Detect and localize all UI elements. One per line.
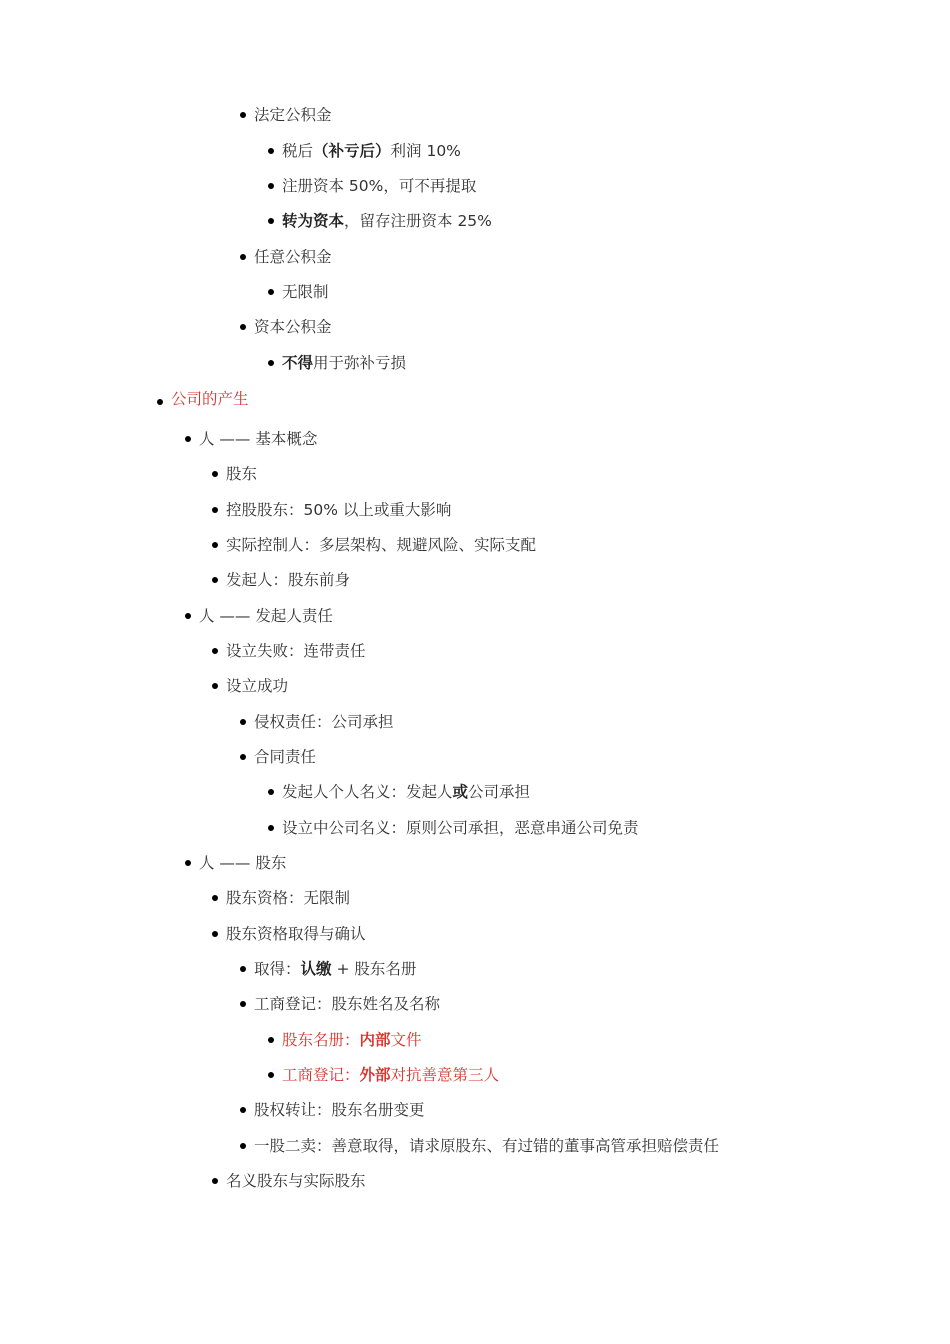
bullet-dot-icon (240, 754, 246, 760)
outline-item-level-2 (226, 535, 536, 555)
outline-text: 设立中公司名义：原则公司承担，恶意串通公司免责 (282, 819, 639, 837)
outline-item-level-4 (282, 176, 476, 196)
outline-item-level-4 (282, 1030, 422, 1050)
outline-text: 工商登记： (282, 1066, 360, 1084)
outline-text: 无限制 (282, 283, 329, 301)
bullet-dot-icon (212, 895, 218, 901)
outline-item-level-2 (226, 500, 451, 520)
emphasis-text: 不得 (282, 354, 314, 372)
outline-text: 股东名册： (282, 1031, 360, 1049)
outline-text: 资本公积金 (254, 318, 332, 336)
bullet-dot-icon (268, 825, 274, 831)
bullet-dot-icon (240, 112, 246, 118)
outline-item-level-3 (254, 994, 440, 1014)
bullet-dot-icon (212, 1178, 218, 1184)
outline-item-level-3 (254, 712, 394, 732)
outline-item-level-2 (226, 641, 366, 661)
bullet-dot-icon (157, 399, 163, 405)
outline-text: 设立成功 (226, 677, 289, 695)
outline-text: 人 —— 发起人责任 (199, 607, 333, 625)
outline-item-level-1 (199, 429, 317, 449)
bullet-dot-icon (240, 254, 246, 260)
outline-item-level-4 (282, 141, 461, 161)
outline-text: 人 —— 基本概念 (199, 430, 318, 448)
bullet-dot-icon (212, 931, 218, 937)
outline-text: 股权转让：股东名册变更 (254, 1101, 425, 1119)
emphasis-text: 认缴 (300, 960, 332, 978)
outline-text: 发起人：股东前身 (226, 571, 351, 589)
emphasis-text: 内部 (359, 1031, 391, 1049)
bullet-dot-icon (240, 966, 246, 972)
outline-text: 人 —— 股东 (199, 854, 287, 872)
outline-text: 发起人个人名义：发起人 (282, 783, 453, 801)
emphasis-text: 外部 (359, 1066, 391, 1084)
bullet-dot-icon (212, 471, 218, 477)
outline-text: 任意公积金 (254, 248, 332, 266)
outline-text: 侵权责任：公司承担 (254, 713, 394, 731)
outline-text: 法定公积金 (254, 106, 332, 124)
bullet-dot-icon (212, 648, 218, 654)
outline-item-level-4 (282, 353, 406, 373)
bullet-dot-icon (268, 360, 274, 366)
outline-item-level-3 (254, 105, 332, 125)
bullet-dot-icon (212, 542, 218, 548)
emphasis-text: 或 (452, 783, 469, 801)
outline-text: 文件 (390, 1031, 422, 1049)
outline-text: 税后 (282, 142, 314, 160)
outline-text: 对抗善意第三人 (390, 1066, 500, 1084)
outline-text: 公司承担 (468, 783, 531, 801)
outline-item-level-1 (199, 606, 333, 626)
outline-item-level-1 (199, 853, 286, 873)
bullet-dot-icon (240, 1001, 246, 1007)
bullet-dot-icon (268, 289, 274, 295)
outline-text: 股东 (226, 465, 258, 483)
outline-text: 控股股东：50% 以上或重大影响 (226, 501, 452, 519)
bullet-dot-icon (268, 1037, 274, 1043)
outline-text: 工商登记：股东姓名及名称 (254, 995, 441, 1013)
outline-text: 利润 10% (390, 142, 461, 160)
outline-text: ，留存注册资本 25% (344, 212, 492, 230)
outline-text: 注册资本 50%，可不再提取 (282, 177, 477, 195)
bullet-dot-icon (240, 719, 246, 725)
bullet-dot-icon (268, 789, 274, 795)
bullet-dot-icon (185, 860, 191, 866)
bullet-dot-icon (268, 148, 274, 154)
outline-item-level-2 (226, 888, 350, 908)
outline-item-level-3 (254, 959, 416, 979)
outline-text: 股东资格取得与确认 (226, 925, 366, 943)
bullet-dot-icon (240, 1143, 246, 1149)
bullet-dot-icon (240, 324, 246, 330)
outline-item-level-3 (254, 1100, 425, 1120)
bullet-dot-icon (212, 683, 218, 689)
emphasis-text: （补亏后） (313, 142, 391, 160)
outline-item-level-2 (226, 924, 366, 944)
outline-item-level-3 (254, 1136, 719, 1156)
bullet-dot-icon (240, 1107, 246, 1113)
outline-item-level-4 (282, 211, 492, 231)
outline-item-level-0 (171, 389, 249, 409)
outline-text: 用于弥补亏损 (313, 354, 407, 372)
outline-item-level-4 (282, 818, 639, 838)
outline-item-level-4 (282, 1065, 499, 1085)
bullet-dot-icon (212, 577, 218, 583)
outline-text: 取得： (254, 960, 301, 978)
outline-item-level-3 (254, 247, 332, 267)
outline-text: 合同责任 (254, 748, 317, 766)
outline-text: 一股二卖：善意取得，请求原股东、有过错的董事高管承担赔偿责任 (254, 1137, 720, 1155)
outline-item-level-2 (226, 676, 288, 696)
bullet-dot-icon (185, 436, 191, 442)
bullet-dot-icon (268, 218, 274, 224)
outline-item-level-2 (226, 1171, 366, 1191)
outline-item-level-4 (282, 782, 530, 802)
bullet-dot-icon (268, 1072, 274, 1078)
outline-text: 实际控制人：多层架构、规避风险、实际支配 (226, 536, 537, 554)
outline-item-level-3 (254, 747, 316, 767)
outline-text: 设立失败：连带责任 (226, 642, 366, 660)
outline-item-level-4 (282, 282, 329, 302)
outline-text: 公司的产生 (171, 390, 249, 408)
bullet-dot-icon (212, 507, 218, 513)
outline-item-level-2 (226, 570, 350, 590)
outline-item-level-3 (254, 317, 332, 337)
outline-item-level-2 (226, 464, 257, 484)
bullet-dot-icon (268, 183, 274, 189)
outline-text: 名义股东与实际股东 (226, 1172, 366, 1190)
outline-text: 股东资格：无限制 (226, 889, 351, 907)
bullet-dot-icon (185, 613, 191, 619)
emphasis-text: 转为资本 (282, 212, 345, 230)
outline-text: + 股东名册 (331, 960, 417, 978)
